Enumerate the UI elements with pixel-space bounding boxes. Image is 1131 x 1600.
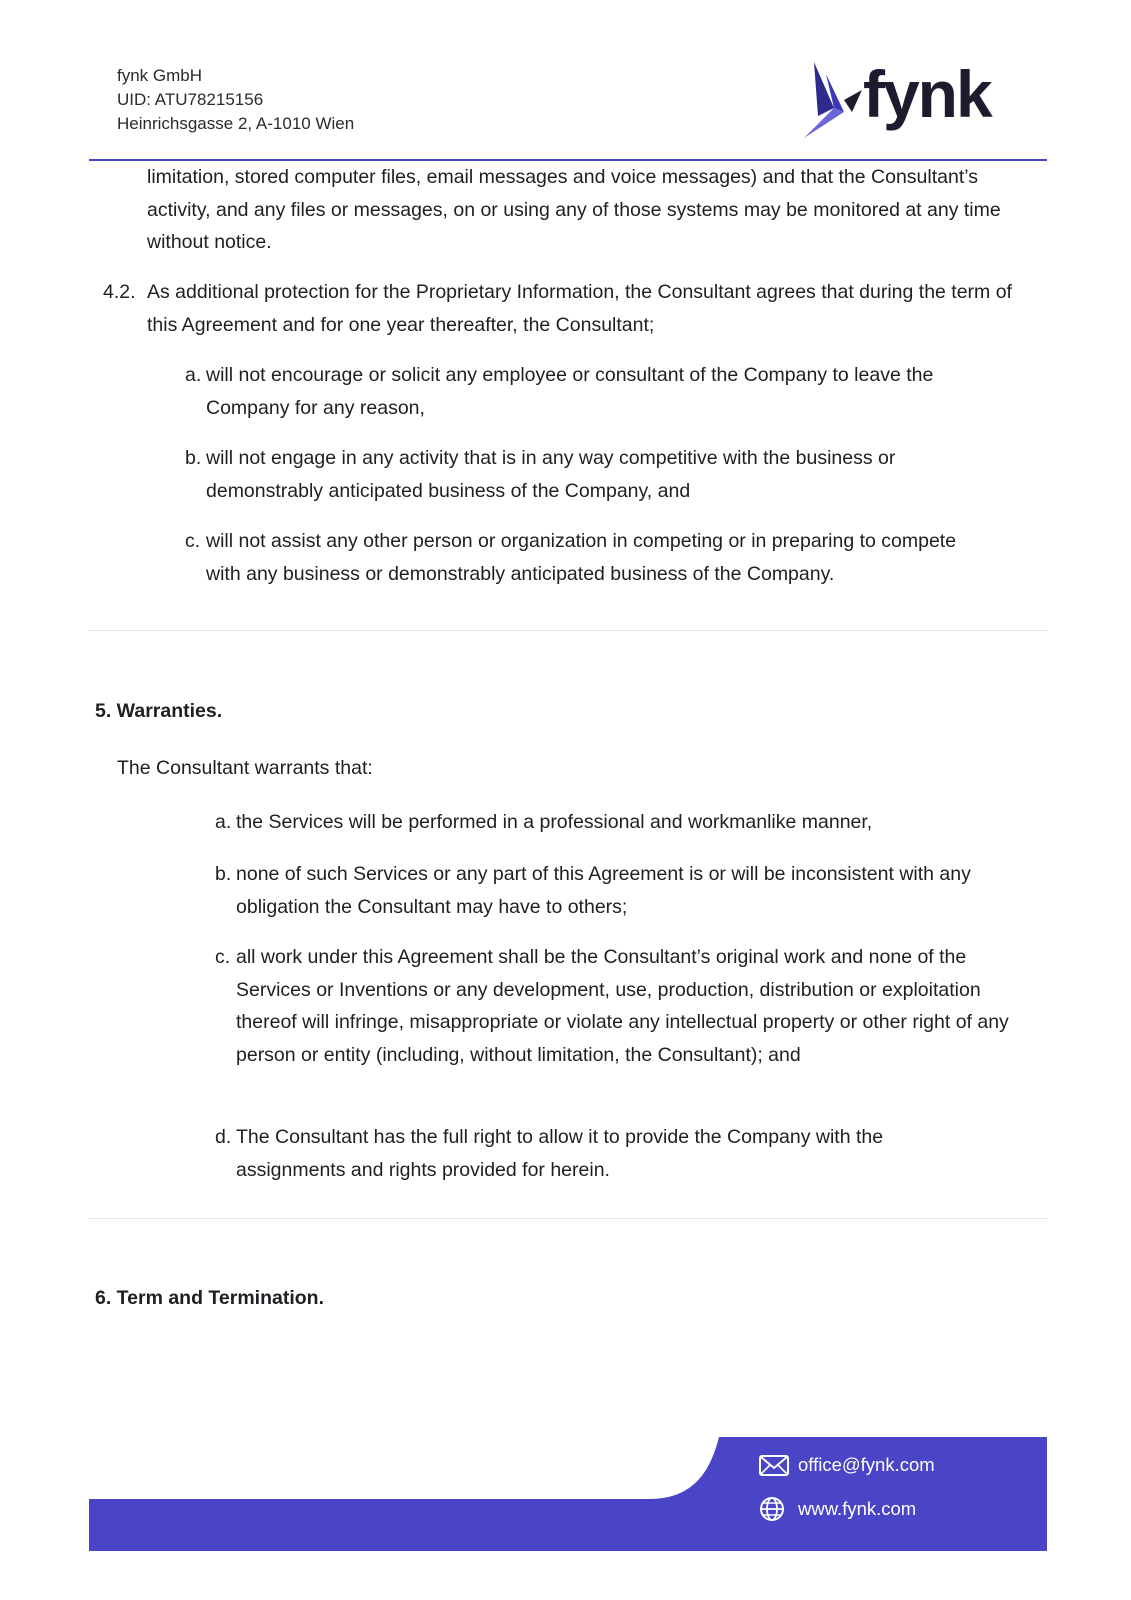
logo-wordmark: fynk: [863, 57, 991, 131]
list-item-text: will not assist any other person or organization in competing or in preparing to compete with any business or demonstrably anticipated business of the Company.: [206, 530, 957, 585]
email-address[interactable]: office@fynk.com: [798, 1454, 935, 1475]
list-item-text: will not encourage or solicit any employee or consultant of the Company to leave the Company for any reason,: [206, 364, 934, 419]
list-marker: c.: [185, 530, 201, 552]
list-marker: c.: [215, 946, 231, 968]
list-item-text: none of such Services or any part of this Agreement is or will be inconsistent with any obligation the Consultant may have to others;: [236, 863, 971, 918]
fynk-bird-logo-icon: [804, 60, 868, 140]
list-marker: a.: [185, 364, 202, 386]
website-url[interactable]: www.fynk.com: [798, 1498, 917, 1519]
list-item: [215, 806, 1025, 842]
list-item-text: all work under this Agreement shall be the Consultant’s original work and none of the Services or Inventions or any development, use, production, distribution or exploitation thereof will infringe, misappropriate or violate any intellectual property or other right of any person or entity (including, without limitation, the Consultant); and: [236, 946, 1009, 1066]
continued-paragraph: limitation, stored computer files, email messages and voice messages) and that the Consultant’s activity, and any files or messages, on or using any of those systems may be monitored at any time without notice.: [147, 166, 1001, 253]
section-divider: [89, 1218, 1047, 1219]
list-item-text: the Services will be performed in a professional and workmanlike manner,: [236, 811, 873, 833]
company-info: [117, 64, 354, 136]
list-item: [215, 858, 1025, 928]
list-marker: b.: [185, 447, 202, 469]
list-item: [185, 442, 1015, 512]
footer-email[interactable]: [758, 1451, 935, 1479]
section-heading: 6. Term and Termination.: [95, 1287, 324, 1309]
list-item: [215, 941, 1025, 1106]
section-heading: 5. Warranties.: [95, 700, 223, 722]
footer-website[interactable]: [758, 1495, 916, 1523]
list-item: [185, 359, 1015, 429]
list-item-text: will not engage in any activity that is in any way competitive with the business or demonstrably anticipated business of the Company, and: [206, 447, 896, 502]
list-marker: b.: [215, 863, 232, 885]
clause-number: 4.2.: [103, 281, 136, 303]
list-marker: a.: [215, 811, 232, 833]
globe-icon: [758, 1495, 790, 1523]
list-item: [215, 1121, 1025, 1191]
company-address: Heinrichsgasse 2, A-1010 Wien: [117, 114, 355, 133]
company-uid: UID: ATU78215156: [117, 90, 264, 109]
clause-text: As additional protection for the Proprietary Information, the Consultant agrees that during the term of this Agreement and for one year thereafter, the Consultant;: [147, 281, 1012, 336]
company-name: fynk GmbH: [117, 66, 203, 85]
clause-4-2: [103, 276, 1033, 346]
section-intro: The Consultant warrants that:: [117, 757, 373, 779]
section-divider: [89, 630, 1047, 631]
envelope-icon: [758, 1451, 790, 1479]
fynk-logo: [804, 57, 1014, 144]
list-marker: d.: [215, 1126, 232, 1148]
list-item: [185, 525, 1015, 595]
list-item-text: The Consultant has the full right to allow it to provide the Company with the assignments and rights provided for herein.: [236, 1126, 884, 1181]
footer-band: [89, 1437, 1047, 1551]
